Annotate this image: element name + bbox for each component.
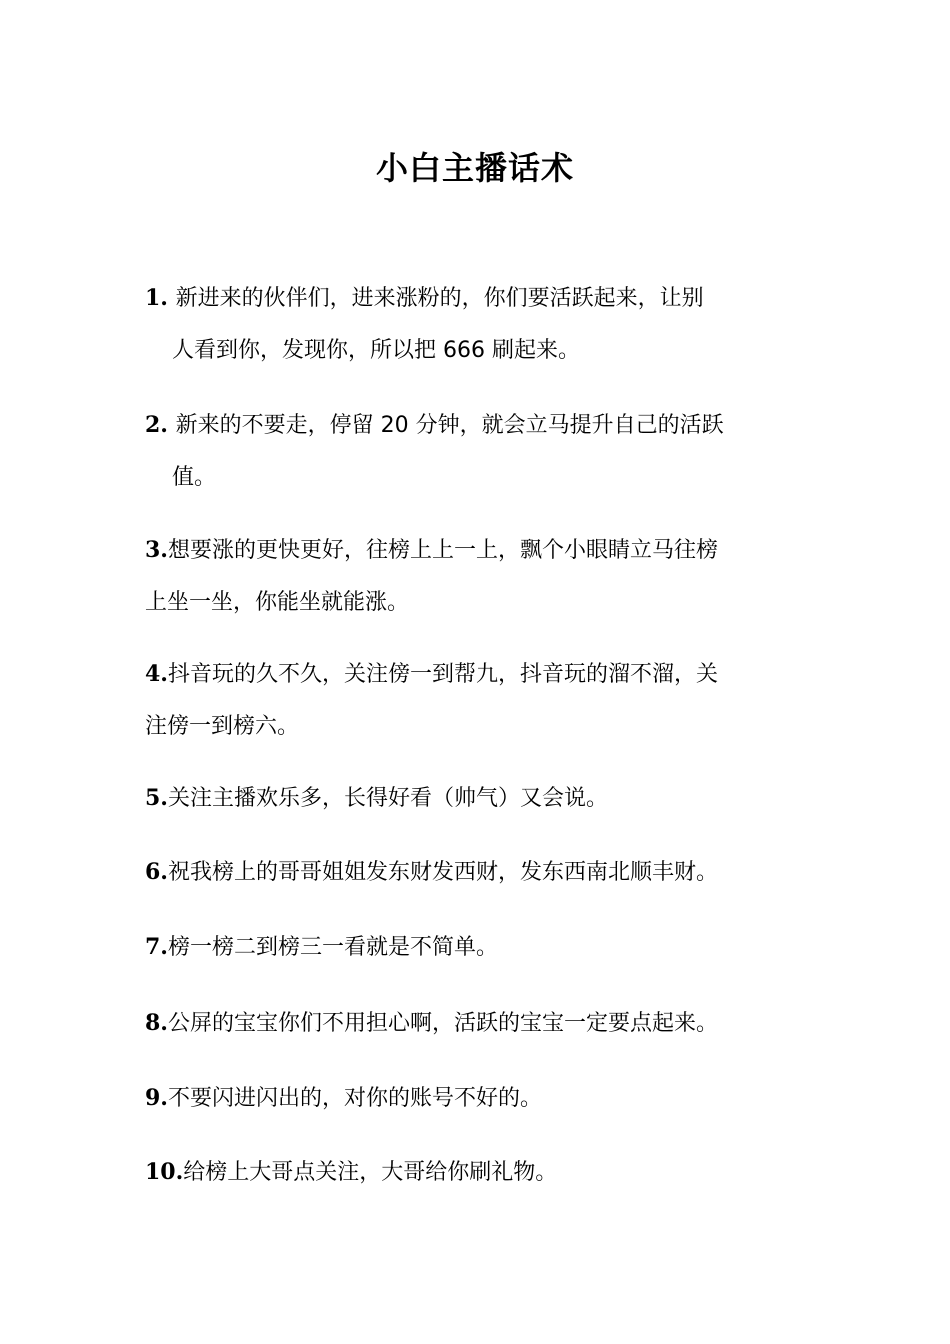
list-item-6 bbox=[145, 846, 810, 899]
list-item-4 bbox=[145, 648, 810, 753]
item-text: 关注主播欢乐多，长得好看（帅气）又会说。 bbox=[167, 786, 608, 811]
item-number: 7. bbox=[145, 934, 168, 960]
item-text: 人看到你，发现你，所以把 666 刷起来。 bbox=[172, 338, 580, 363]
item-number: 10. bbox=[145, 1159, 184, 1185]
item-number: 5. bbox=[145, 785, 168, 811]
item-text: 抖音玩的久不久，关注傍一到帮九，抖音玩的溜不溜，关 bbox=[167, 662, 718, 687]
item-number: 8. bbox=[145, 1010, 168, 1036]
list-item-line bbox=[145, 772, 810, 825]
list-item-8 bbox=[145, 997, 810, 1050]
list-item-line bbox=[145, 1146, 810, 1199]
item-number: 4. bbox=[145, 661, 168, 687]
list-item-line bbox=[145, 648, 810, 701]
item-text: 榜一榜二到榜三一看就是不简单。 bbox=[167, 935, 498, 960]
item-text: 新来的不要走，停留 20 分钟，就会立马提升自己的活跃 bbox=[175, 413, 724, 438]
list-item-9 bbox=[145, 1072, 810, 1125]
item-text: 不要闪进闪出的，对你的账号不好的。 bbox=[167, 1086, 542, 1111]
item-number: 6. bbox=[145, 859, 168, 885]
item-number: 1. bbox=[145, 285, 176, 311]
list-item-line bbox=[145, 524, 810, 577]
item-number: 9. bbox=[145, 1085, 168, 1111]
list-item-7 bbox=[145, 921, 810, 974]
list-item-1 bbox=[145, 272, 810, 377]
item-text: 新进来的伙伴们，进来涨粉的，你们要活跃起来，让别 bbox=[175, 286, 704, 311]
list-item-3 bbox=[145, 524, 810, 629]
item-text: 值。 bbox=[172, 465, 217, 490]
item-number: 2. bbox=[145, 412, 176, 438]
list-item-10 bbox=[145, 1146, 810, 1199]
list-item-line bbox=[145, 1072, 810, 1125]
item-text: 公屏的宝宝你们不用担心啊，活跃的宝宝一定要点起来。 bbox=[167, 1011, 718, 1036]
list-item-line bbox=[145, 399, 810, 452]
item-text: 想要涨的更快更好，往榜上上一上，飘个小眼睛立马往榜 bbox=[167, 538, 718, 563]
item-text: 上坐一坐，你能坐就能涨。 bbox=[145, 590, 410, 615]
item-text: 注傍一到榜六。 bbox=[145, 714, 300, 739]
list-item-line bbox=[145, 921, 810, 974]
list-item-line bbox=[145, 272, 810, 325]
item-text: 祝我榜上的哥哥姐姐发东财发西财，发东西南北顺丰财。 bbox=[167, 860, 718, 885]
list-item-line bbox=[145, 846, 810, 899]
page-title: 小白主播话术 bbox=[375, 149, 574, 187]
list-item-2 bbox=[145, 399, 810, 504]
item-text: 给榜上大哥点关注，大哥给你刷礼物。 bbox=[183, 1160, 558, 1185]
list-item-5 bbox=[145, 772, 810, 825]
list-item-line bbox=[145, 997, 810, 1050]
item-number: 3. bbox=[145, 537, 168, 563]
